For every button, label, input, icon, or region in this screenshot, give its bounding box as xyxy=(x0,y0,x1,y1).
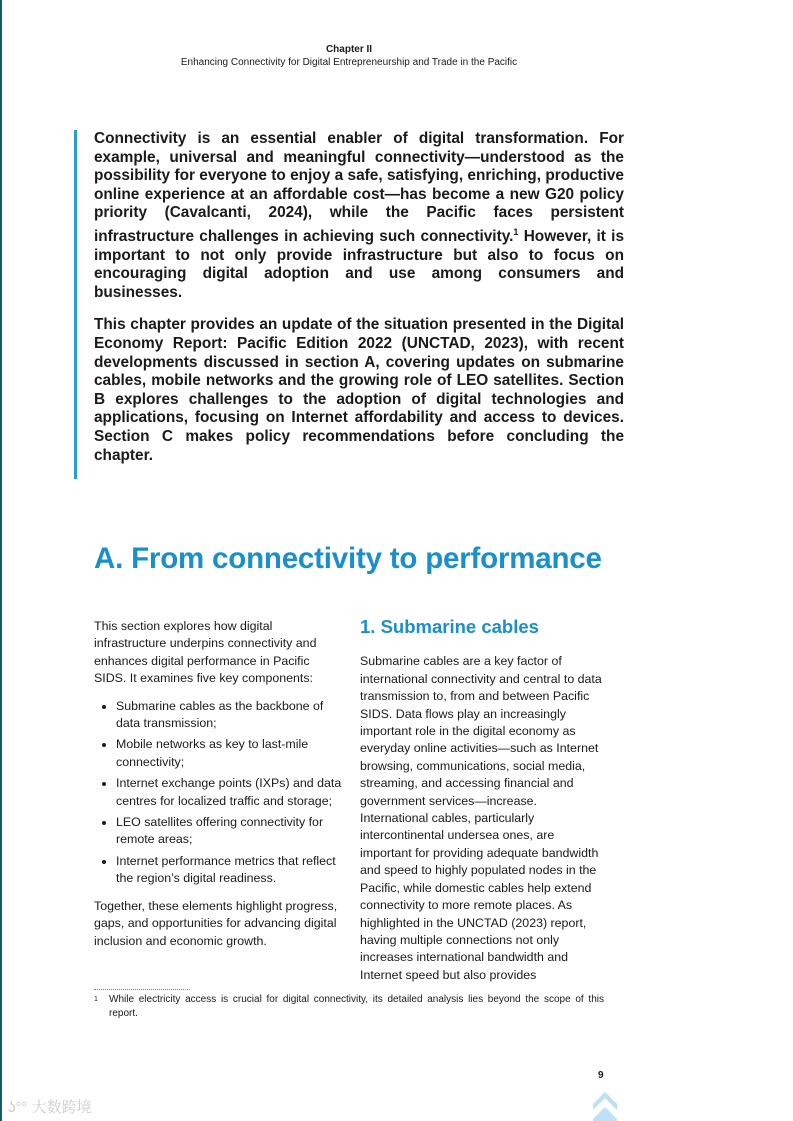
list-item: • Submarine cables as the backbone of data transmission; xyxy=(116,698,344,733)
watermark-logo: ʖ°° 大数跨境 xyxy=(8,1099,92,1116)
page-edge-line xyxy=(0,0,2,1121)
list-item: • LEO satellites offering connectivity for remote areas; xyxy=(116,814,344,849)
subsection-heading: 1. Submarine cables xyxy=(360,616,539,637)
list-item: • Mobile networks as key to last-mile connectivity; xyxy=(116,736,344,771)
footnote-divider xyxy=(94,989,190,990)
section-title: A. From connectivity to performance xyxy=(94,542,602,575)
list-item: • Internet exchange points (IXPs) and data centres for localized traffic and storage; xyxy=(116,775,344,810)
component-list xyxy=(94,698,344,888)
chapter-subtitle: Enhancing Connectivity for Digital Entrepreneurship and Trade in the Pacific xyxy=(180,57,518,68)
footnote-text: While electricity access is crucial for digital connectivity, its detailed analysis lies beyond the scope of this report. xyxy=(109,994,604,1019)
watermark-text: 大数跨境 xyxy=(31,1099,92,1116)
footnote-ref[interactable]: 1 xyxy=(513,226,519,237)
page-number: 9 xyxy=(598,1070,604,1081)
intro-paragraph-2: This chapter provides an update of the situation presented in the Digital Economy Report: Pacific Edition 2022 (UNCTAD, 2023), with recent developments discussed in section A, covering updates on submarine cables, mobile networks and the growing role of LEO satellites. Section B explores challenges to the adoption of digital technologies and applications, focusing on Internet affordability and access to devices. Section C makes policy recommendations before concluding the chapter. xyxy=(94,316,624,464)
intro-p1-end: However, it is important to not only provide infrastructure but also to focus on encouraging digital adoption and use among consumers and businesses. xyxy=(94,228,625,301)
footnote xyxy=(94,993,604,1021)
running-header xyxy=(0,43,698,69)
intro-callout xyxy=(74,130,624,479)
chapter-label: Chapter II xyxy=(325,44,373,55)
right-column xyxy=(360,618,606,984)
left-column xyxy=(94,618,344,960)
submarine-cables-body: Submarine cables are a key factor of international connectivity and central to data transmission to, from and between Pacific SIDS. Data flows play an increasingly important role in the digital economy as everyday online activities—such as Internet browsing, communications, social media, streaming, and accessing financial and government services—increase. International cables, particularly intercontinental undersea ones, are important for providing adequate bandwidth and speed to highly populated nodes in the Pacific, while domestic cables help extend connectivity to more remote places. As highlighted in the UNCTAD (2023) report, having multiple connections not only increases international bandwidth and Internet speed but also provides xyxy=(360,654,602,982)
chevron-up-icon xyxy=(592,1090,618,1121)
left-intro: This section explores how digital infrastructure underpins connectivity and enhances digital performance in Pacific SIDS. It examines five key components: xyxy=(94,619,317,686)
list-item: • Internet performance metrics that reflect the region’s digital readiness. xyxy=(116,853,344,888)
left-outro: Together, these elements highlight progress, gaps, and opportunities for advancing digital inclusion and economic growth. xyxy=(94,898,338,948)
footnote-number: 1 xyxy=(94,996,98,1003)
intro-paragraph-1 xyxy=(94,130,624,302)
intro-p1-text: Connectivity is an essential enabler of digital transformation. For example, universal and meaningful connectivity—understood as the possibility for everyone to enjoy a safe, satisfying, enriching, productive online experience at an affordable cost—has become a new G20 policy priority (Cavalcanti, 2024), while the Pacific faces persistent infrastructure challenges in achieving such connectivity. xyxy=(94,130,624,246)
